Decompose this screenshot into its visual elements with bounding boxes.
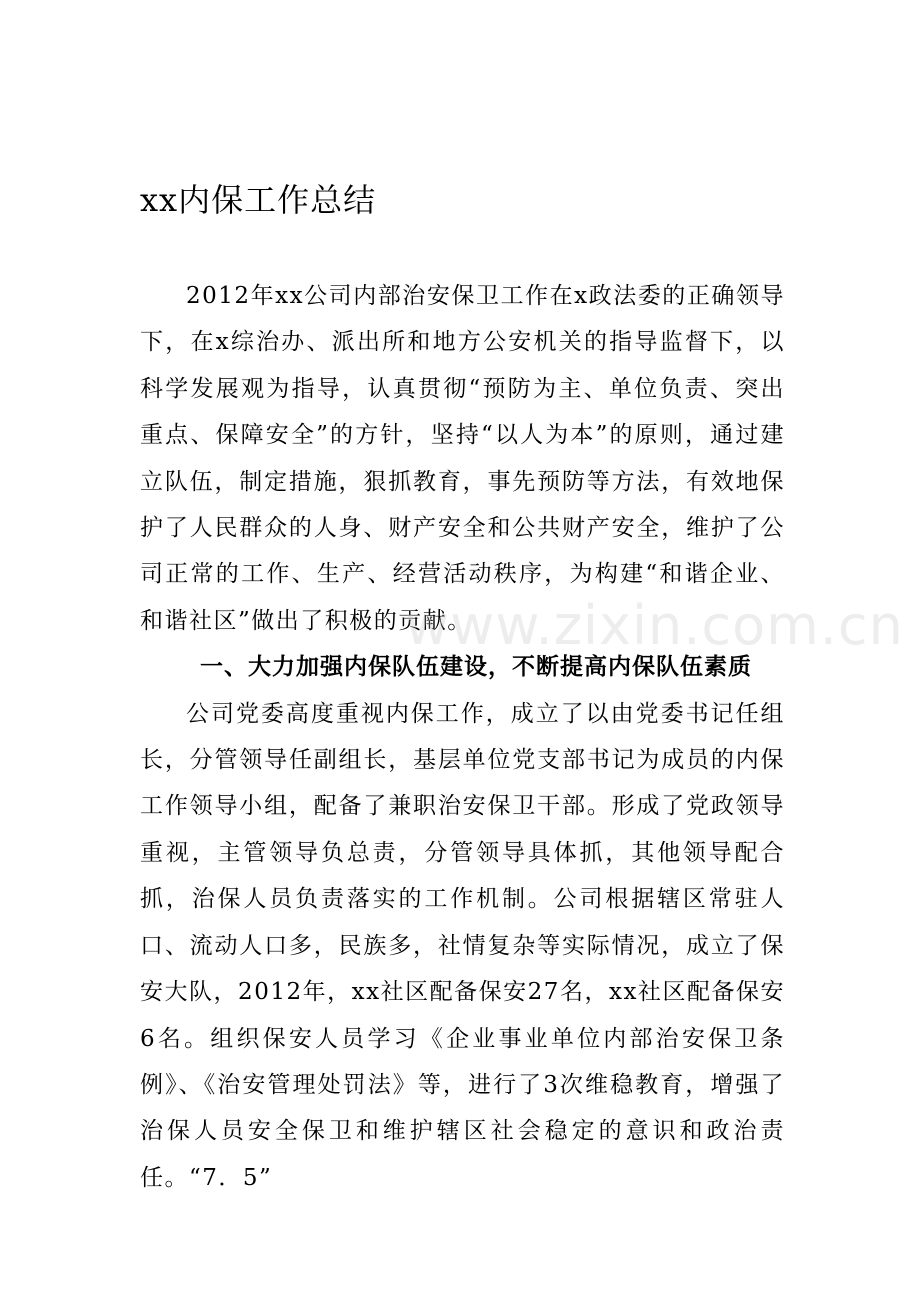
paragraph-intro: 2012年xx公司内部治安保卫工作在x政法委的正确领导下，在x综治办、派出所和地方公安机关的指导监督下，以科学发展观为指导，认真贯彻“预防为主、单位负责、突出重点、保障安全”的方针，坚持“以人为本”的原则，通过建立队伍，制定措施，狠抓教育，事先预防等方法，有效地保护了人民群众的人身、财产安全和公共财产安全，维护了公司正常的工作、生产、经营活动秩序，为构建“和谐企业、和谐社区”做出了积极的贡献。 xyxy=(140,283,785,634)
document-title: xx内保工作总结 xyxy=(140,181,377,219)
section-heading-1: 一、大力加强内保队伍建设，不断提高内保队伍素质 xyxy=(200,653,752,681)
paragraph-section-1: 公司党委高度重视内保工作，成立了以由党委书记任组长，分管领导任副组长，基层单位党支部书记为成员的内保工作领导小组，配备了兼职治安保卫干部。形成了党政领导重视，主管领导负总责，分管领导具体抓，其他领导配合抓，治保人员负责落实的工作机制。公司根据辖区常驻人口、流动人口多，民族多，社情复杂等实际情况，成立了保安大队，2012年，xx社区配备保安27名，xx社区配备保安6名。组织保安人员学习《企业事业单位内部治安保卫条例》、《治安管理处罚法》等，进行了3次维稳教育，增强了治保人员安全保卫和维护辖区社会稳定的意识和政治责任。“7．5” xyxy=(140,700,785,1191)
watermark-text: www.zixin.com.cn xyxy=(405,594,904,657)
document-body xyxy=(140,273,785,1201)
